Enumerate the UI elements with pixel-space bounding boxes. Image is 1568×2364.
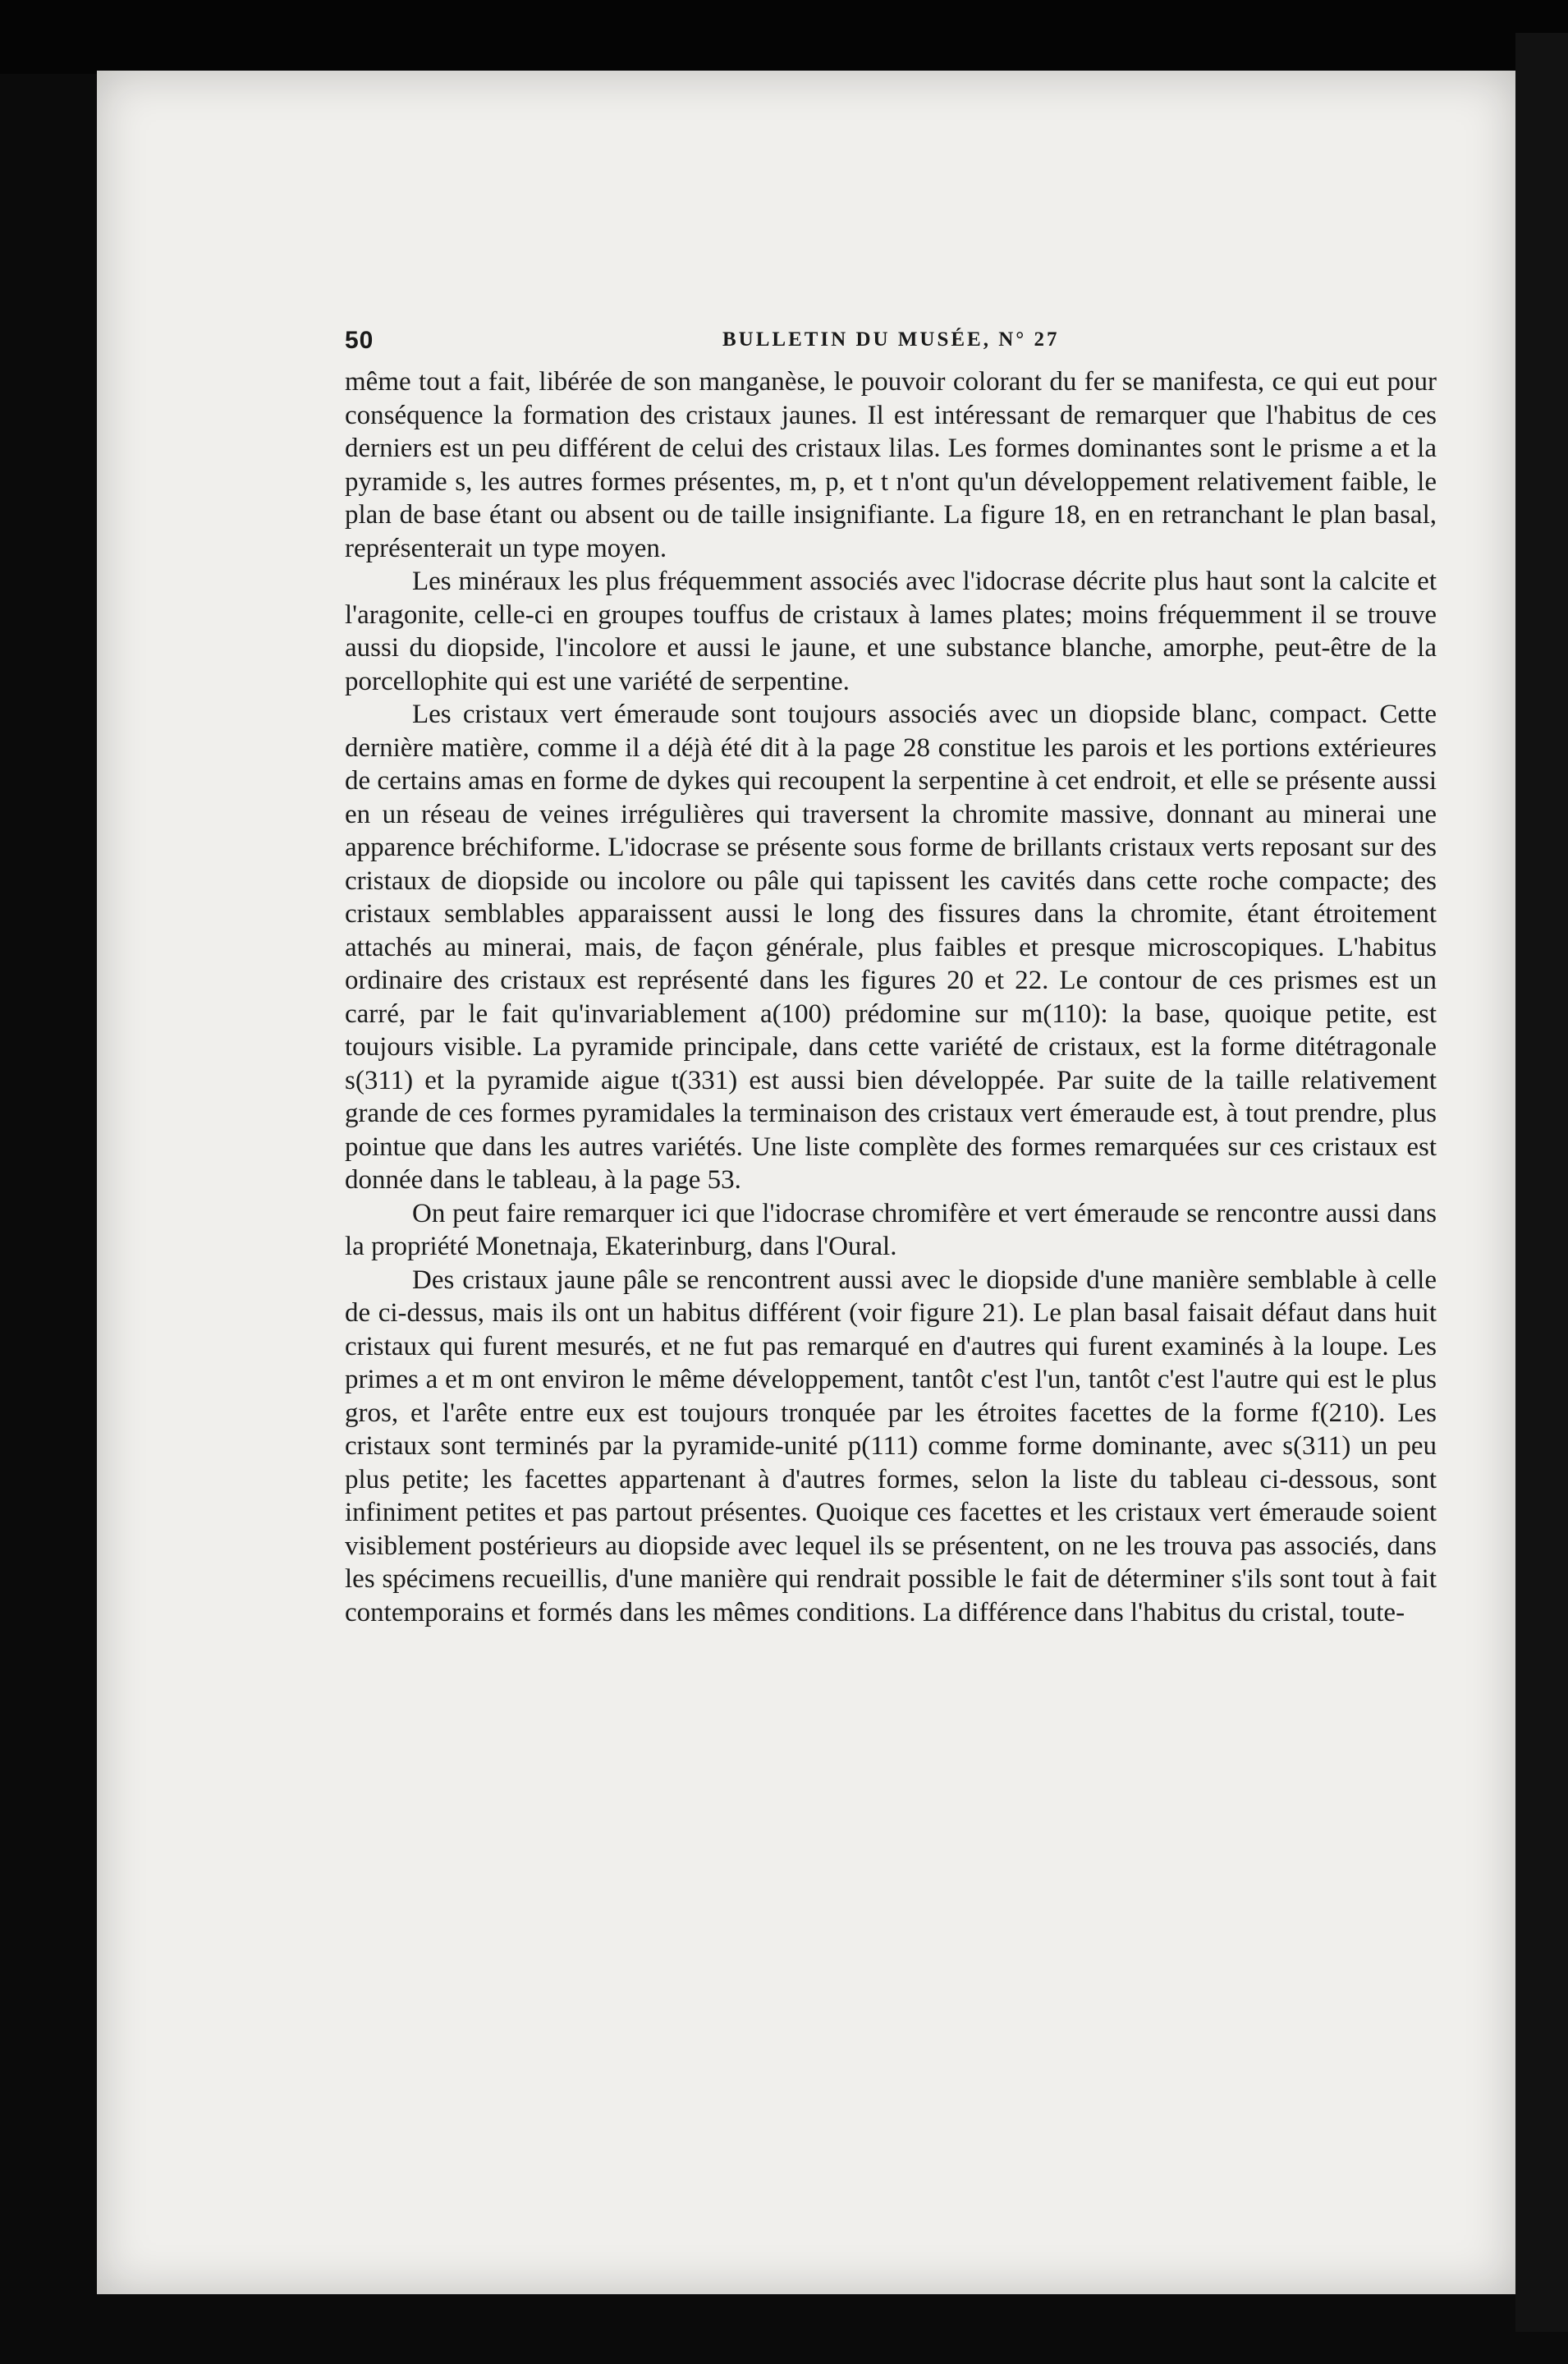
running-head: BULLETIN DU MUSÉE, N° 27 — [722, 328, 1060, 351]
film-border — [1515, 33, 1568, 2332]
paragraph-5: Des cristaux jaune pâle se rencontrent aussi avec le diopside d'une manière semblable à celle de ci-dessus, mais ils ont un habitus différent (voir figure 21). Le plan basal faisait défaut dans huit cristaux qui furent mesurés, et ne fut pas remarqué en d'autres qui furent examinés à la loupe. Les primes a et m ont environ le même développement, tantôt c'est l'un, tantôt c'est l'autre qui est le plus gros, et l'arête entre eux est toujours tronquée par les étroites facettes de la forme f(210). Les cristaux sont terminés par la pyramide-unité p(111) comme forme dominante, avec s(311) un peu plus petite; les facettes appartenant à d'autres formes, selon la liste du tableau ci-dessous, sont infiniment petites et pas partout présentes. Quoique ces facettes et les cristaux vert émeraude soient visiblement postérieurs au diopside avec lequel ils se présentent, on ne les trouva pas associés, dans les spécimens recueillis, d'une manière qui rendrait possible le fait de déterminer s'ils sont tout à fait contemporains et formés dans les mêmes conditions. La différence dans l'habitus du cristal, toute- — [345, 1265, 1437, 1627]
paragraph-2: Les minéraux les plus fréquemment associés avec l'idocrase décrite plus haut sont la calcite et l'aragonite, celle-ci en groupes touffus de cristaux à lames plates; moins fréquemment il se trouve aussi du diopside, l'incolore et aussi le jaune, et une substance blanche, amorphe, peut-être de la porcellophite qui est une variété de serpentine. — [345, 567, 1437, 696]
paragraph-1: même tout a fait, libérée de son manganèse, le pouvoir colorant du fer se manifesta, ce qui eut pour conséquence la formation des cristaux jaunes. Il est intéressant de remarquer que l'habitus de ces derniers est un peu différent de celui des cristaux lilas. Les formes dominantes sont le prisme a et la pyramide s, les autres formes présentes, m, p, et t n'ont qu'un développement relativement faible, le plan de base étant ou absent ou de taille insignifiante. La figure 18, en en retranchant le plan basal, représenterait un type moyen. — [345, 367, 1437, 563]
film-edge — [0, 0, 1568, 74]
page-header — [345, 327, 1437, 360]
paragraph-3: Les cristaux vert émeraude sont toujours associés avec un diopside blanc, compact. Cette dernière matière, comme il a déjà été dit à la page 28 constitue les parois et les portions extérieures de certains amas en forme de dykes qui recoupent la serpentine à cet endroit, et elle se présente aussi en un réseau de veines irrégulières qui traversent la chromite massive, donnant au minerai une apparence bréchiforme. L'idocrase se présente sous forme de brillants cristaux verts reposant sur des cristaux de diopside ou incolore ou pâle qui tapissent les cavités dans cette roche compacte; des cristaux semblables apparaissent aussi le long des fissures dans la chromite, étant étroitement attachés au minerai, mais, de façon générale, plus faibles et presque microscopiques. L'habitus ordinaire des cristaux est représenté dans les figures 20 et 22. Le contour de ces prismes est un carré, par le fait qu'invariablement a(100) prédomine sur m(110): la base, quoique petite, est toujours visible. La pyramide principale, dans cette variété de cristaux, est la forme ditétragonale s(311) et la pyramide aigue t(331) est aussi bien développée. Par suite de la taille relativement grande de ces formes pyramidales la terminaison des cristaux vert émeraude est, à tout prendre, plus pointue que dans les autres variétés. Une liste complète des formes remarquées sur ces cristaux est donnée dans le tableau, à la page 53. — [345, 700, 1437, 1195]
body-text — [345, 365, 1437, 1629]
paragraph-4: On peut faire remarquer ici que l'idocrase chromifère et vert émeraude se rencontre aussi dans la propriété Monetnaja, Ekaterinburg, dans l'Oural. — [345, 1198, 1437, 1261]
page-number: 50 — [345, 327, 374, 354]
